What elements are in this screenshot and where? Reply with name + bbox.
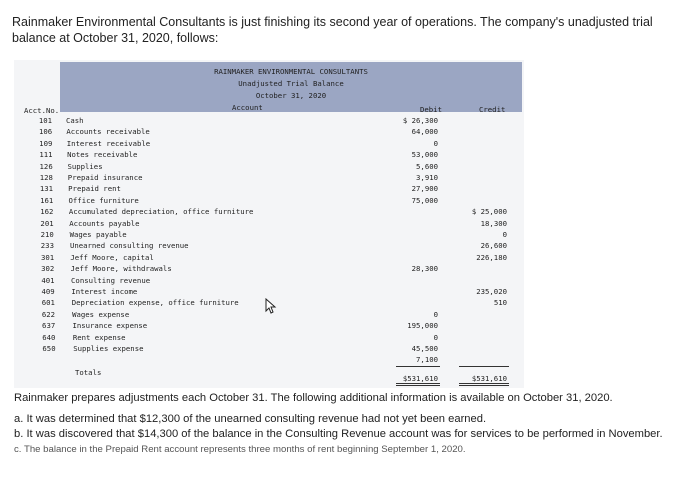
row-debit: 5,600 [416, 161, 438, 171]
totals-label: Totals [75, 368, 102, 377]
row-account-name: Accounts payable [69, 218, 140, 228]
row-debit: 28,300 [411, 264, 438, 274]
row-debit: $ 26,300 [402, 116, 438, 125]
statement-date: October 31, 2020 [255, 91, 327, 100]
row-acct-no: 111 [39, 150, 53, 160]
info-item-c: c. The balance in the Prepaid Rent account represents three months of rent beginning September 1, 2020. [14, 444, 466, 455]
row-acct-no: 302 [41, 264, 55, 274]
row-account-name: Jeff Moore, withdrawals [70, 264, 172, 274]
col-debit: Debit [420, 105, 442, 114]
row-acct-no: 101 [38, 116, 52, 125]
row-debit: 7,100 [416, 355, 438, 365]
row-acct-no: 650 [42, 344, 56, 353]
row-credit: $ 25,000 [471, 207, 507, 217]
row-account-name: Supplies [67, 161, 103, 171]
credit-double-rule-1 [459, 383, 509, 384]
trial-balance-header [60, 62, 522, 112]
row-account-name: Prepaid insurance [67, 173, 143, 182]
info-item-a: a. It was determined that $12,300 of the unearned consulting revenue had not yet been earned. [14, 413, 487, 425]
row-account-name: Cash [66, 116, 84, 125]
row-acct-no: 401 [41, 275, 55, 285]
row-credit: 510 [493, 298, 507, 308]
row-acct-no: 233 [40, 241, 54, 251]
statement-title: Unadjusted Trial Balance [238, 79, 344, 88]
row-acct-no: 128 [39, 173, 53, 182]
row-debit: 53,000 [411, 150, 438, 160]
row-acct-no: 622 [41, 309, 56, 319]
row-account-name: Unearned consulting revenue [69, 241, 189, 251]
info-item-b: b. It was discovered that $14,300 of the balance in the Consulting Revenue account was for services to be performed in November. [14, 428, 663, 440]
row-account-name: Accumulated depreciation, office furniture [68, 207, 254, 217]
row-acct-no: 301 [40, 252, 55, 262]
credit-double-rule-2 [459, 385, 509, 386]
company-name: RAINMAKER ENVIRONMENTAL CONSULTANTS [214, 67, 368, 76]
debit-double-rule-2 [396, 385, 440, 386]
problem-intro: Rainmaker Environmental Consultants is just finishing its second year of operations. The company's unadjusted trial balance at October 31, 2020, follows: [12, 15, 653, 45]
row-debit: 27,900 [411, 184, 438, 194]
row-acct-no: 106 [38, 127, 53, 137]
row-debit: 0 [433, 332, 438, 342]
row-acct-no: 601 [41, 298, 55, 308]
additional-info-intro: Rainmaker prepares adjustments each October 31. The following additional information is available on October 31, 2020. [14, 392, 613, 404]
trial-balance [14, 60, 524, 388]
row-acct-no: 131 [39, 184, 54, 194]
row-credit: 235,020 [476, 287, 507, 296]
row-acct-no: 161 [40, 195, 54, 205]
row-account-name: Interest receivable [66, 138, 151, 148]
row-acct-no: 162 [40, 207, 54, 217]
row-credit: 18,300 [480, 218, 507, 228]
row-account-name: Interest income [71, 287, 138, 296]
row-acct-no: 210 [40, 230, 54, 239]
row-acct-no: 409 [41, 287, 55, 296]
row-account-name: Consulting revenue [71, 275, 151, 285]
credit-total-rule [459, 366, 509, 367]
row-debit: 75,000 [411, 195, 438, 205]
row-account-name: Jeff Moore, capital [70, 252, 154, 262]
row-credit: 26,600 [480, 241, 507, 251]
row-credit: 226,180 [476, 252, 507, 262]
row-acct-no: 109 [39, 138, 53, 148]
row-account-name: Prepaid rent [68, 184, 121, 194]
col-account: Account [232, 103, 263, 112]
row-debit: 64,000 [411, 127, 438, 137]
row-account-name: Office furniture [68, 195, 139, 205]
row-acct-no: 640 [42, 332, 56, 342]
row-debit: 45,500 [411, 344, 438, 353]
row-debit: 195,000 [407, 321, 438, 331]
row-account-name: Notes receivable [67, 150, 138, 160]
row-account-name: Rent expense [72, 332, 126, 342]
row-debit: 0 [433, 309, 438, 319]
col-acct-no: Acct.No. [24, 106, 60, 115]
debit-double-rule-1 [396, 383, 440, 384]
row-account-name: Insurance expense [72, 321, 148, 331]
row-acct-no: 201 [40, 218, 54, 228]
total-credit: $531,610 [471, 374, 507, 383]
row-account-name: Supplies expense [73, 344, 144, 353]
col-credit: Credit [479, 105, 506, 114]
row-acct-no: 637 [42, 321, 56, 331]
row-debit: 0 [433, 138, 438, 148]
row-account-name: Wages payable [69, 230, 127, 239]
total-debit: $531,610 [402, 374, 438, 383]
row-account-name: Accounts receivable [66, 127, 150, 137]
mouse-cursor-icon [265, 298, 277, 314]
row-acct-no: 126 [39, 161, 53, 171]
debit-total-rule [396, 366, 440, 367]
row-debit: 3,910 [416, 173, 438, 182]
additional-info [14, 392, 690, 458]
row-account-name: Depreciation expense, office furniture [71, 298, 239, 308]
row-credit: 0 [502, 230, 507, 239]
row-account-name: Wages expense [72, 309, 130, 319]
